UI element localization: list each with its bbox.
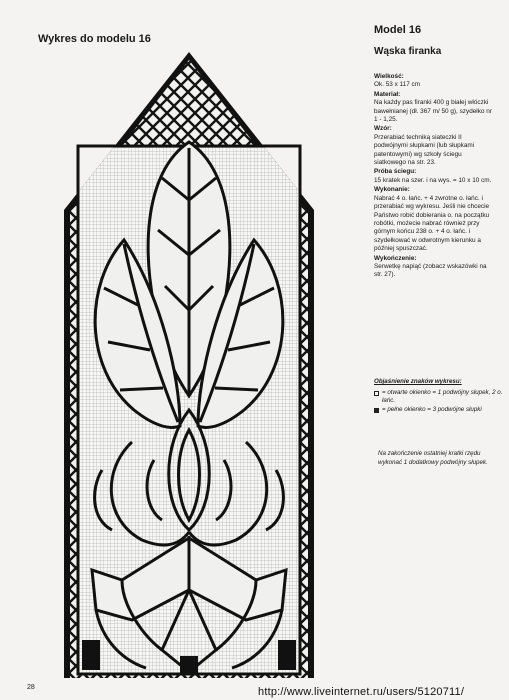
legend-item-filled <box>374 406 504 415</box>
section-instructions <box>374 186 492 253</box>
legend-title: Objaśnienie znaków wykresu: <box>374 378 462 385</box>
section-pattern <box>374 125 492 167</box>
model-title: Model 16 <box>374 24 422 36</box>
legend-text: = pełne okienko = 3 podwójne słupki <box>382 405 482 413</box>
section-heading: Wzór: <box>374 125 392 133</box>
section-heading: Próba ściegu: <box>374 168 417 176</box>
finishing-note: Na zakończenie ostatniej kratki rzędu wykonać 1 dodatkowy podwójny słupek. <box>378 450 488 466</box>
section-text: Serwetkę napiąć (zobacz wskazówki na str. 27). <box>374 262 487 279</box>
legend-item-open <box>374 389 504 406</box>
section-finishing <box>374 255 492 280</box>
page-number: 28 <box>27 684 35 691</box>
section-heading: Materiał: <box>374 90 401 98</box>
watermark-url: http://www.liveinternet.ru/users/5120711/ <box>258 686 465 698</box>
section-text: Przerabiać techniką siateczki II podwójnymi słupkami (lub słupkami patentowymi) wg szkoły ściegu siatkowego na str. 23. <box>374 133 475 167</box>
legend-text: = otwarte okienko = 1 podwójny słupek, 2 o. łańc. <box>382 388 503 404</box>
section-material <box>374 91 492 125</box>
section-heading: Wykonanie: <box>374 186 410 194</box>
open-square-icon <box>374 391 379 396</box>
section-text: Ok. 53 x 117 cm <box>374 81 421 89</box>
section-heading: Wielkość: <box>374 73 404 80</box>
crochet-chart <box>62 50 316 680</box>
section-heading: Wykończenie: <box>374 254 417 262</box>
model-subtitle: Wąska firanka <box>374 46 442 57</box>
filled-square-icon <box>374 408 379 413</box>
section-gauge <box>374 168 492 185</box>
section-text: Na każdy pas firanki 400 g białej włóczki bawełnianej (dł. 367 m/ 50 g), szydełko nr 1 - 1,25. <box>374 99 492 124</box>
section-text: Nabrać 4 o. łańc. + 4 zwrotne o. łańc. i przerabiać wg wykresu. Jeśli nie chcecie Państwo robić dobierania o. na początku robótki, możecie nabrać również przy górnym końcu 238 o. + 4 o. łańc. i szydełkować w odwrotnym kierunku a później spuszczać. <box>374 194 490 253</box>
section-size <box>374 73 492 90</box>
instructions-column <box>374 24 492 281</box>
chart-legend <box>374 378 504 414</box>
chart-title: Wykres do modelu 16 <box>38 33 151 45</box>
section-text: 15 kratek na szer. i na wys. = 10 x 10 cm. <box>374 176 492 184</box>
